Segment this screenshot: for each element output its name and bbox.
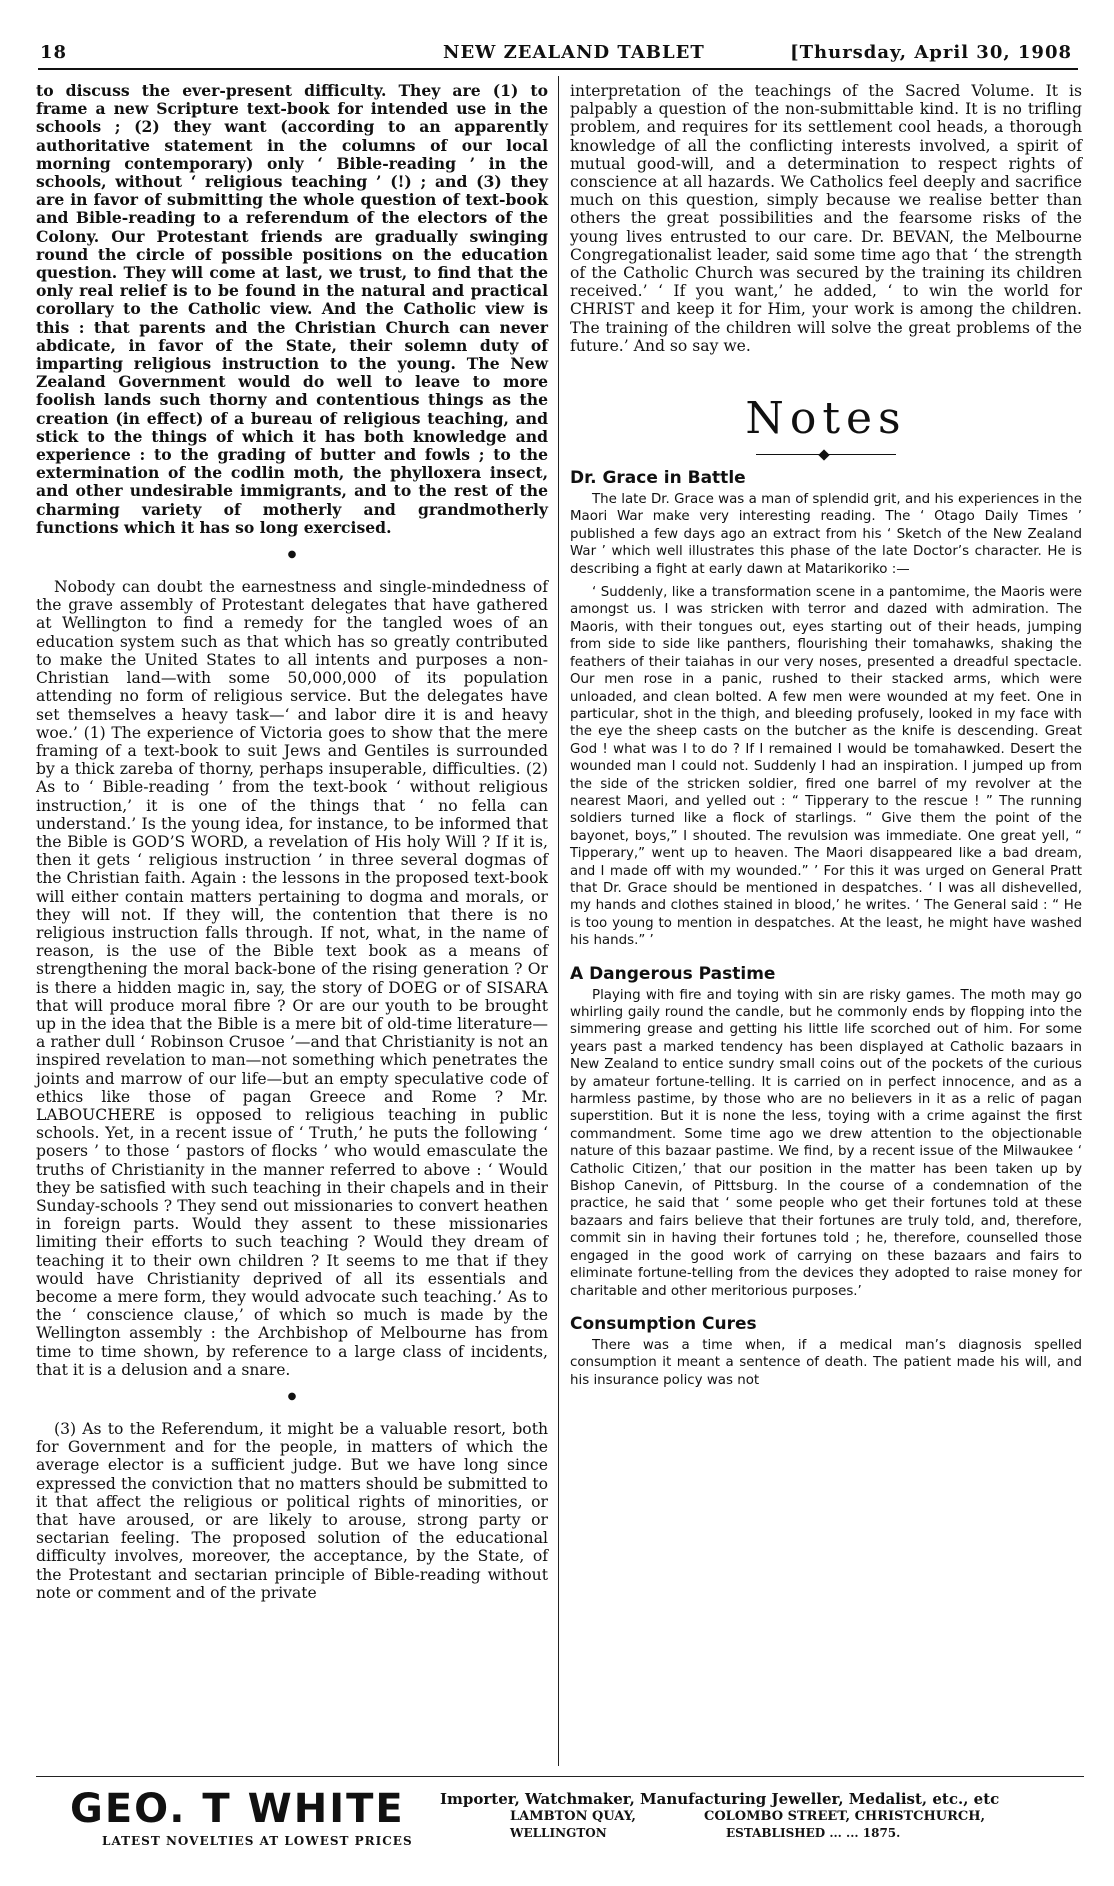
paper-title: NEW ZEALAND TABLET (443, 42, 705, 63)
section-bullet: ● (287, 549, 297, 561)
advert-divider (36, 1776, 1084, 1777)
ornament-divider (756, 450, 896, 460)
left-column (36, 82, 548, 1602)
advert-address: COLOMBO STREET, CHRISTCHURCH, (704, 1809, 986, 1824)
right-column (570, 82, 1082, 1389)
advert-address: LAMBTON QUAY, (510, 1809, 636, 1824)
advert-established: ESTABLISHED ... ... 1875. (726, 1826, 901, 1840)
advert-name: GEO. T WHITE (70, 1786, 405, 1832)
article-paragraph: to discuss the ever-present difficulty. They are (1) to frame a new Scripture text-book for intended use in the schools ; (2) they want (according to an apparently authoritative statement in the columns of our local morning contemporary) only ‘ Bible-reading ’ in the schools, without ‘ religious teaching ’ (!) ; and (3) they are in favor of submitting the whole question of text-book and Bible-reading to a referendum of the electors of the Colony. Our Protestant friends are gradually swinging round the circle of possible positions on the education question. They will come at last, we trust, to find that the only real relief is to be found in the natural and practical corollary to the Catholic view. And the Catholic view is this : that parents and the Christian Church can never abdicate, in favor of the State, their solemn duty of imparting religious instruction to the young. The New Zealand Government would do well to leave to more foolish lands such thorny and contentious things as the creation (in effect) of a bureau of religious teaching, and stick to the things of which it has both knowledge and experience : to the grading of butter and fowls ; to the extermination of the codlin moth, the phylloxera insect, and other undesirable immigrants, and to the rest of the charming variety of motherly and grandmotherly functions which it has so long exercised. (36, 81, 548, 537)
article-quote: ‘ Suddenly, like a transformation scene in a pantomime, the Maoris were amongst us. I was stricken with terror and dazed with admiration. The Maoris, with their tongues out, eyes starting out of their heads, jumping from side to side like panthers, flourishing their tomahawks, shaking the feathers of their taiahas in our very noses, presented a dreadful spectacle. Our men rose in a panic, rushed to their stacked arms, which were unloaded, and clean bolted. A few men were wounded at my feet. One in particular, shot in the thigh, and bleeding profusely, looked in my face with the eye the sheep casts on the butcher as the knife is descending. Great God ! what was I to do ? If I remained I would be tomahawked. Desert the wounded man I could not. Suddenly I had an inspiration. I jumped up from the side of the stricken soldier, fired one barrel of my revolver at the nearest Maori, and yelled out : “ Tipperary to the rescue ! ” The running soldiers turned like a flock of starlings. “ Give them the point of the bayonet, boys,” I shouted. The revulsion was immediate. One great yell, “ Tipperary,” went up to heaven. The Maori disappeared like a bad dream, and I made off with my wounded.” ’ For this it was urged on General Pratt that Dr. Grace should be mentioned in despatches. ‘ I was all dishevelled, my hands and clothes stained in blood,’ he writes. ‘ The General said : “ He is too young to mention in despatches. At the least, he might have washed his hands.” ’ (570, 585, 1082, 949)
article-paragraph: The late Dr. Grace was a man of splendid grit, and his experiences in the Maori War make very interesting reading. The ‘ Otago Daily Times ’ published a few days ago an extract from his ‘ Sketch of the New Zealand War ’ which well illustrates this phase of the late Doctor’s character. He is describing a fight at early dawn at Matarikoriko :— (570, 492, 1082, 577)
section-bullet: ● (287, 1391, 297, 1403)
advert-slogan: LATEST NOVELTIES AT LOWEST PRICES (102, 1834, 413, 1848)
section-title: Consumption Cures (570, 1313, 757, 1334)
article-paragraph: (3) As to the Referendum, it might be a valuable resort, both for Government and for the people, in matters of which the average elector is a sufficient judge. But we have long since expressed the conviction that no matters should be submitted to it that affect the religious or political rights of minorities, or that have aroused, or are likely to arouse, strong party or sectarian feeling. The proposed solution of the educational difficulty involves, moreover, the acceptance, by the State, of the Protestant and sectarian principle of Bible-reading without note or comment and of the private (36, 1420, 548, 1602)
advert-city: WELLINGTON (510, 1826, 607, 1840)
article-paragraph: There was a time when, if a medical man’s diagnosis spelled consumption it meant a sentence of death. The patient made his will, and his insurance policy was not (570, 1337, 1082, 1388)
article-paragraph: Playing with fire and toying with sin are risky games. The moth may go whirling gaily round the candle, but he commonly ends by flopping into the simmering grease and getting his little life scorched out of him. For some years past a marked tendency has been displayed at Catholic bazaars in New Zealand to entice sundry small coins out of the pockets of the curious by amateur fortune-telling. It is carried on in perfect innocence, and as a harmless pastime, by those who are no believers in it as a relic of pagan superstition. But it is none the less, toying with a crime against the first commandment. Some time ago we drew attention to the objectionable nature of this bazaar pastime. We find, by a recent issue of the Milwaukee ‘ Catholic Citizen,’ that our position in the matter has been taken up by Bishop Canevin, of Pittsburg. In the course of a condemnation of the practice, he said that ‘ some people who get their fortunes told at these bazaars and fairs believe that their fortunes are truly told, and, therefore, commit sin in having their fortunes told ; he, therefore, counselled those engaged in the good work of carrying on these bazaars and fairs to eliminate fortune-telling from the devices they adopted to raise money for charitable and other meritorious purposes.’ (570, 987, 1082, 1299)
issue-date: [Thursday, April 30, 1908 (790, 42, 1072, 63)
advert-trades: Importer, Watchmaker, Manufacturing Jeweller, Medalist, etc., etc (440, 1790, 1000, 1808)
section-title: A Dangerous Pastime (570, 963, 776, 984)
page-number: 18 (40, 42, 68, 63)
article-paragraph: Nobody can doubt the earnestness and single-mindedness of the grave assembly of Protestant delegates that have gathered at Wellington to find a remedy for the tangled woes of an education system such as that which has so greatly contributed to make the United States to all intents and purposes a non-Christian land—with some 50,000,000 of its population attending no form of religious service. But the delegates have set themselves a heavy task—‘ and labor dire it is and heavy woe.’ (1) The experience of Victoria goes to show that the mere framing of a text-book to suit Jews and Gentiles is surrounded by a thick zareba of thorny, perhaps insuperable, difficulties. (2) As to ‘ Bible-reading ’ from the text-book ‘ without religious instruction,’ it is one of the things that ‘ no fella can understand.’ Is the young idea, for instance, to be informed that the Bible is GOD’S WORD, a revelation of His holy Will ? If it is, then it gets ‘ religious instruction ’ in three several dogmas of the Christian faith. Again : the lessons in the proposed text-book will either contain matters pertaining to dogma and morals, or they will not. If they will, the contention that there is no religious instruction falls through. If not, what, in the name of reason, is the use of the Bible text book as a means of strengthening the moral back-bone of the rising generation ? Or is there a hidden magic in, say, the story of DOEG or of SISARA that will produce moral fibre ? Or are our youth to be brought up in the idea that the Bible is a mere bit of old-time literature—a rather dull ‘ Robinson Crusoe ’—and that Christianity is not an inspired revelation to man—not something which penetrates the joints and marrow of our life—but an empty speculative code of ethics like those of pagan Greece and Rome ? Mr. LABOUCHERE is opposed to religious teaching in public schools. Yet, in a recent issue of ‘ Truth,’ he puts the following ‘ posers ’ to those ‘ pastors of flocks ’ who would emasculate the truths of Christianity in the manner referred to above : ‘ Would they be satisfied with such teaching in their chapels and in their Sunday-schools ? They send out missionaries to convert heathen in foreign parts. Would they assent to these missionaries limiting their efforts to such teaching ? Would they dream of teaching it to their own children ? It seems to me that if they would have Christianity deprived of all its essentials and become a mere form, they would advocate such teaching.’ As to the ‘ conscience clause,’ of which so much is made by the Wellington assembly : the Archbishop of Melbourne has from time to time shown, by reference to a large class of incidents, that it is a delusion and a snare. (36, 578, 548, 1379)
section-title: Dr. Grace in Battle (570, 468, 746, 489)
masthead (38, 40, 1078, 70)
advertisement (36, 1786, 1084, 1856)
notes-heading: Notes (745, 393, 907, 445)
article-paragraph: interpretation of the teachings of the Sacred Volume. It is palpably a question of the non-submittable kind. It is no trifling problem, and requires for its settlement cool heads, a thorough knowledge of all the conflicting interests involved, a spirit of mutual good-will, and a determination to respect rights of conscience at all hazards. We Catholics feel deeply and sacrifice much on this question, simply because we realise better than others the great possibilities and the fearsome risks of the young lives entrusted to our care. Dr. BEVAN, the Melbourne Congregationalist leader, said some time ago that ‘ the strength of the Catholic Church was secured by the training its children received.’ ‘ If you want,’ he added, ‘ to win the world for CHRIST and keep it for Him, your work is among the children. The training of the children will solve the great problems of the future.’ And so say we. (570, 82, 1082, 355)
column-divider (558, 76, 559, 1766)
